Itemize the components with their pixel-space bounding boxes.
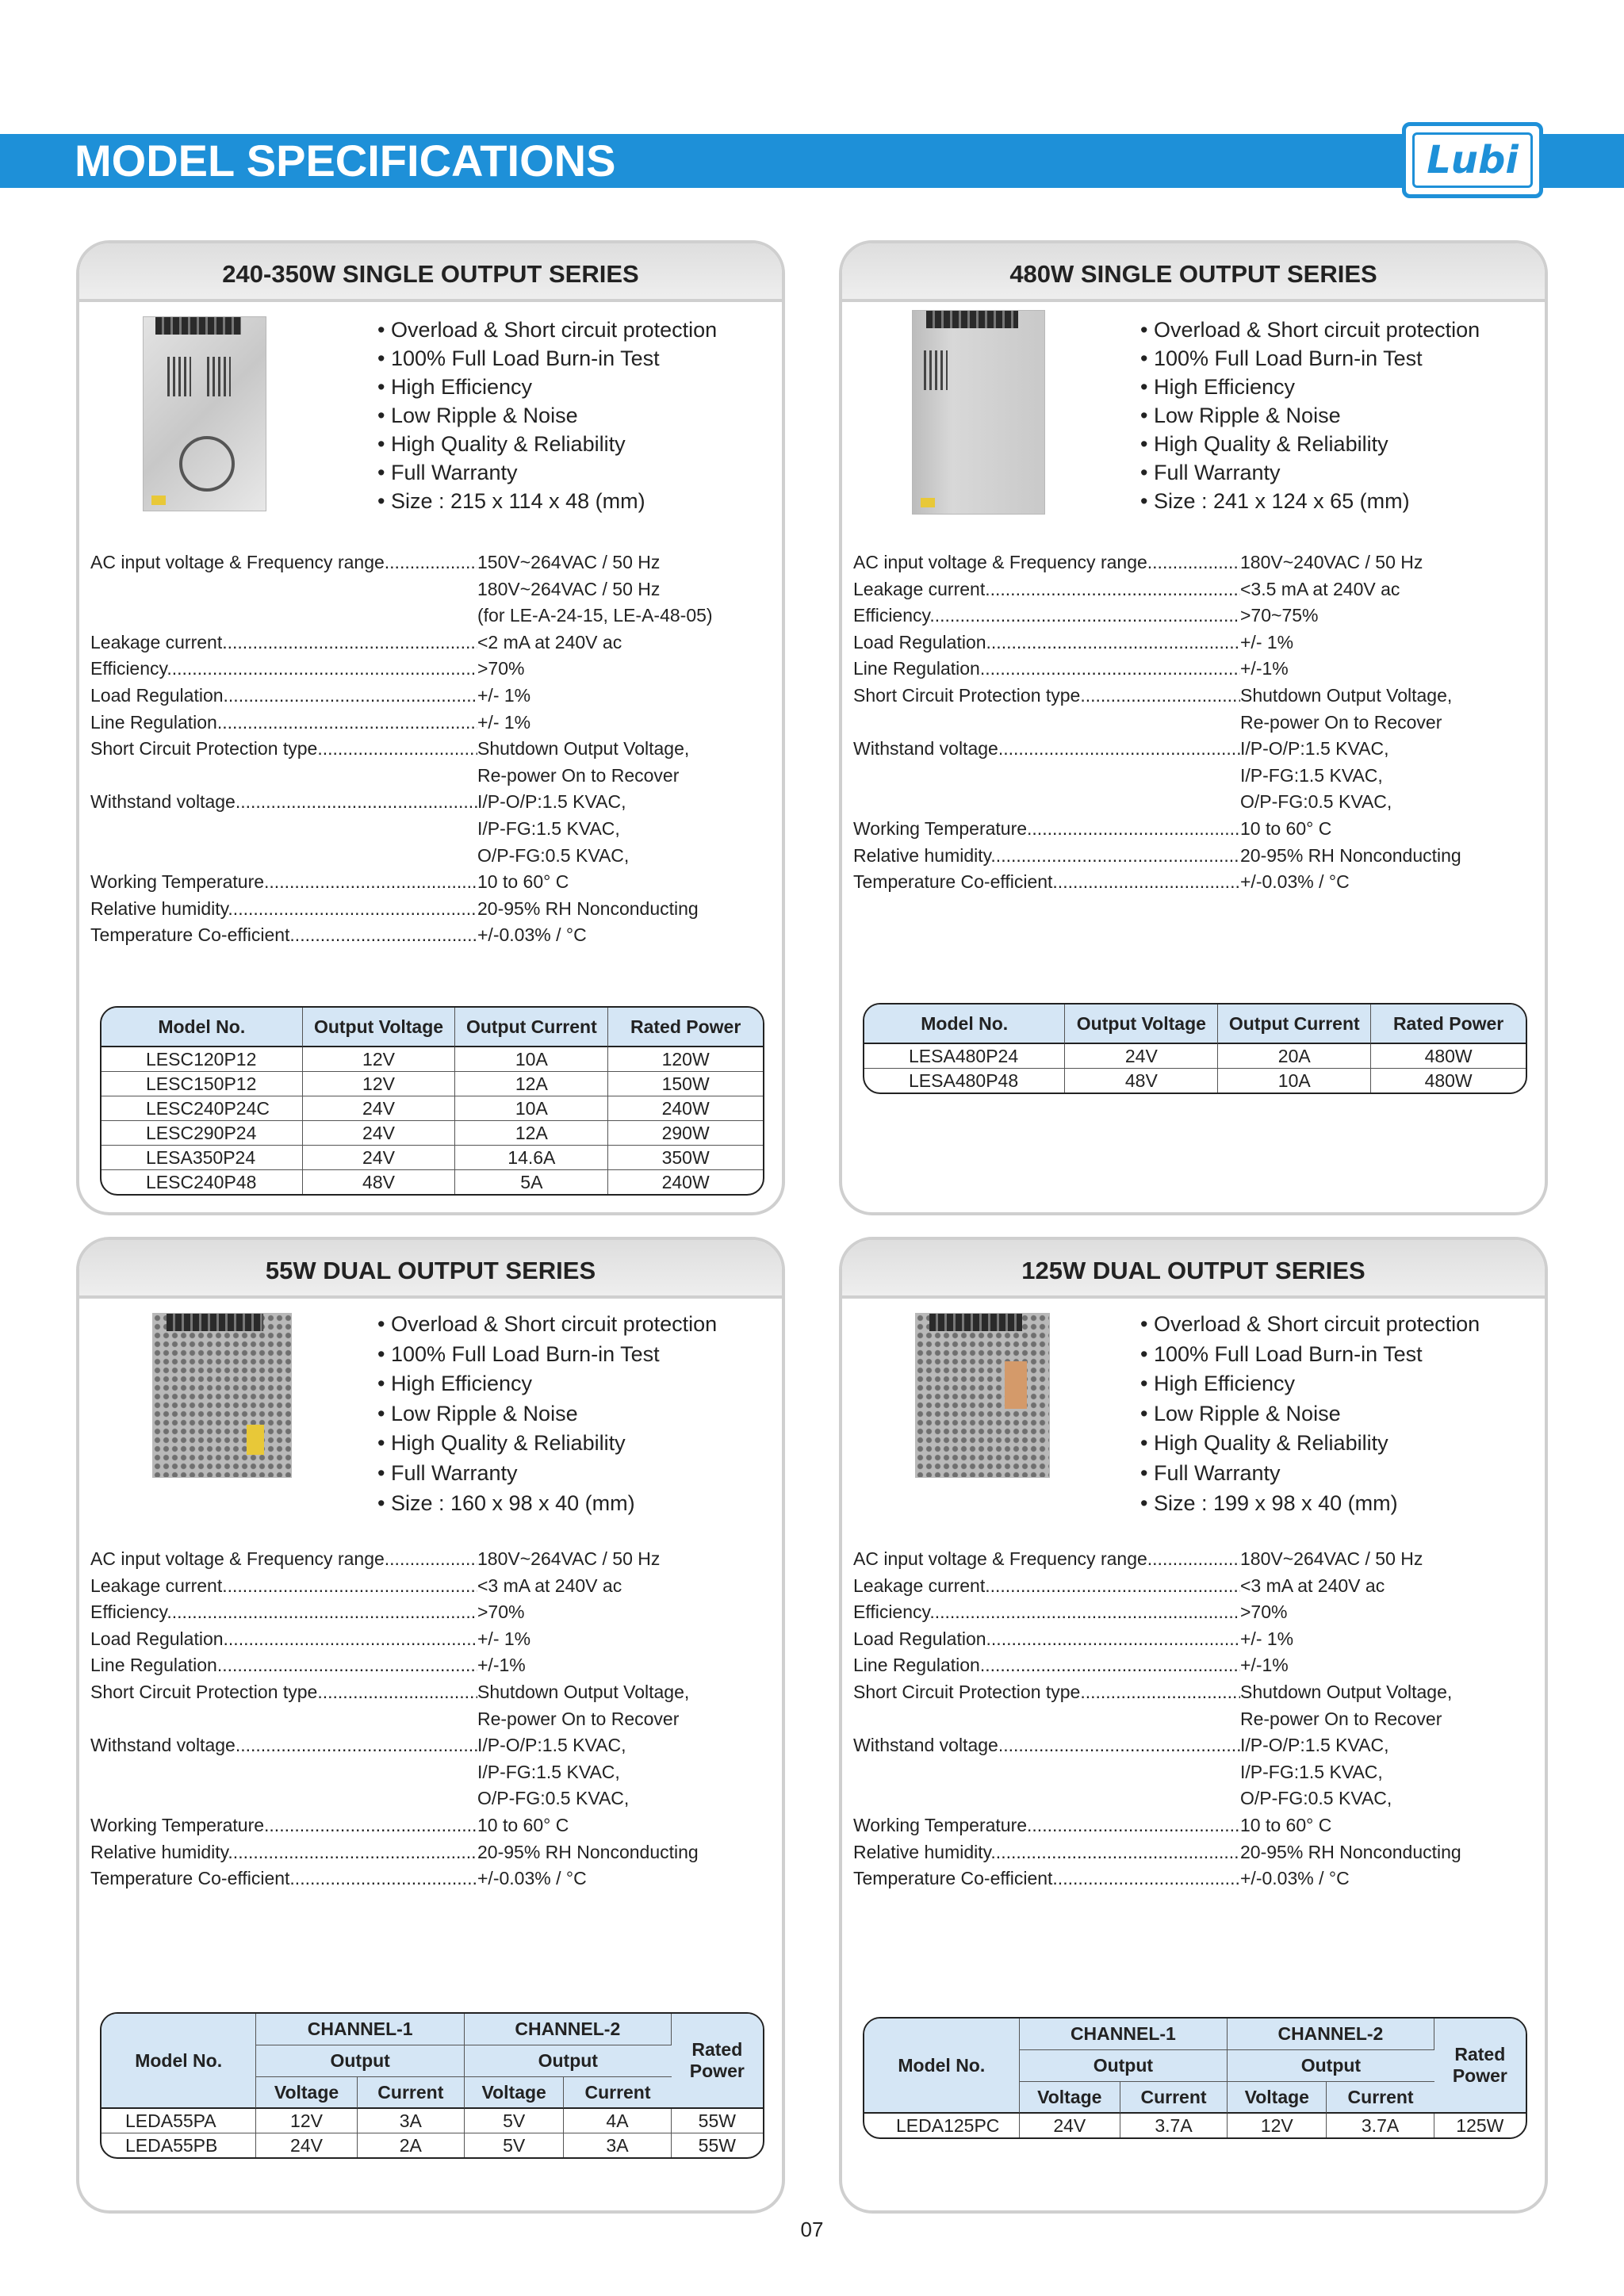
page-title: MODEL SPECIFICATIONS	[75, 136, 616, 186]
table-row	[864, 2114, 1526, 2137]
table-cell: 3A	[564, 2133, 671, 2157]
table-row	[102, 2109, 763, 2133]
spec-label: Line Regulation .....	[90, 1652, 477, 1679]
panel-480w	[839, 240, 1548, 1215]
table-cell: 5V	[465, 2109, 564, 2133]
spec-label: Leakage current .....	[90, 629, 477, 656]
lubi-logo	[1402, 122, 1543, 198]
spec-label: Working Temperature .....	[90, 869, 477, 896]
table-header: Model No.	[102, 2014, 256, 2109]
table-cell: LESA480P48	[864, 1069, 1065, 1093]
spec-label: AC input voltage & Frequency range .....	[853, 1546, 1240, 1573]
spec-list	[853, 1546, 1461, 1892]
terminal-block	[167, 1314, 263, 1331]
table-cell: 3.7A	[1327, 2114, 1434, 2137]
table-cell: 150W	[608, 1072, 763, 1096]
spec-label: Line Regulation .....	[853, 1652, 1240, 1679]
spec-value: +/- 1%	[1240, 631, 1294, 652]
table-row	[102, 1047, 763, 1072]
spec-value: +/-0.03% / °C	[1240, 871, 1350, 893]
spec-row	[853, 576, 1461, 603]
table-cell: 12V	[1228, 2114, 1327, 2137]
spec-value: 10 to 60° C	[1240, 817, 1332, 839]
spec-row	[853, 1812, 1461, 1839]
spec-value: Shutdown Output Voltage,	[477, 1681, 690, 1702]
spec-label: Working Temperature .....	[90, 1812, 477, 1839]
model-table	[100, 2012, 764, 2159]
spec-label: Short Circuit Protection type .....	[90, 1679, 477, 1732]
feature-item: • Overload & Short circuit protection	[1140, 1310, 1480, 1340]
table-cell: 55W	[672, 2109, 763, 2133]
spec-label: Line Regulation .....	[853, 656, 1240, 683]
spec-row	[90, 1732, 699, 1812]
current-header: Current	[358, 2077, 465, 2109]
feature-item: • Low Ripple & Noise	[377, 1399, 717, 1429]
warning-label	[151, 496, 166, 505]
logo-text: Lubi	[1412, 132, 1533, 188]
spec-list	[853, 549, 1461, 896]
table-cell: 12A	[455, 1072, 608, 1096]
spec-list	[90, 549, 713, 949]
spec-row	[90, 656, 713, 683]
feature-item: • Size : 199 x 98 x 40 (mm)	[1140, 1489, 1480, 1519]
spec-row	[853, 629, 1461, 656]
spec-label: Withstand voltage .....	[853, 736, 1240, 816]
spec-value: >70%	[1240, 1601, 1288, 1623]
spec-row	[90, 1626, 699, 1653]
spec-value: 10 to 60° C	[477, 871, 569, 893]
feature-item: • High Quality & Reliability	[377, 1429, 717, 1459]
spec-row	[90, 736, 713, 789]
table-cell: 5V	[465, 2133, 564, 2157]
spec-label: Relative humidity .....	[853, 843, 1240, 870]
spec-value: <3 mA at 240V ac	[1240, 1575, 1385, 1596]
table-cell: 55W	[698, 2134, 736, 2156]
spec-value: +/-1%	[477, 1655, 526, 1676]
power-supply-image	[143, 316, 266, 511]
rated-label: Rated	[1454, 2044, 1506, 2064]
power-label: Power	[1452, 2065, 1507, 2086]
output-header: Output	[1020, 2050, 1228, 2082]
spec-row	[90, 549, 713, 629]
spec-row	[853, 816, 1461, 843]
table-header: Output Current	[1218, 1004, 1371, 1044]
panel-title: 125W DUAL OUTPUT SERIES	[1021, 1257, 1365, 1284]
table-cell: 12V	[256, 2109, 357, 2133]
table-cell: 3A	[358, 2109, 465, 2133]
feature-item: • 100% Full Load Burn-in Test	[377, 344, 717, 373]
table-header: Model No.	[102, 1008, 303, 1047]
spec-value: I/P-FG:1.5 KVAC,	[477, 1761, 620, 1782]
table-cell: 240W	[661, 1171, 710, 1192]
feature-item: • 100% Full Load Burn-in Test	[377, 1340, 717, 1370]
table-cell: 12A	[455, 1121, 608, 1146]
feature-list	[1140, 1310, 1480, 1518]
panel-240-350w	[76, 240, 785, 1215]
table-cell: LESC240P48	[102, 1170, 303, 1194]
spec-row	[90, 629, 713, 656]
spec-label: Withstand voltage .....	[90, 789, 477, 869]
table-cell: 5A	[455, 1170, 608, 1194]
feature-item: • Size : 215 x 114 x 48 (mm)	[377, 487, 717, 515]
spec-label: AC input voltage & Frequency range .....	[90, 1546, 477, 1573]
table-cell: LESC120P12	[102, 1047, 303, 1072]
spec-row	[90, 922, 713, 949]
channel-header: CHANNEL-2	[465, 2014, 672, 2045]
spec-label: Working Temperature .....	[853, 816, 1240, 843]
table-cell: LESA350P24	[102, 1146, 303, 1170]
table-cell: LESC150P12	[102, 1072, 303, 1096]
table-row	[102, 2133, 763, 2157]
rated-label: Rated	[691, 2039, 743, 2060]
spec-row	[853, 603, 1461, 629]
spec-label: Relative humidity .....	[90, 896, 477, 923]
table-cell: LEDA55PA	[102, 2109, 256, 2133]
spec-label: Short Circuit Protection type .....	[853, 1679, 1240, 1732]
spec-value: +/-0.03% / °C	[477, 1868, 587, 1889]
spec-value: O/P-FG:0.5 KVAC,	[477, 1788, 630, 1809]
table-cell: 120W	[608, 1047, 763, 1072]
spec-value: 180V~264VAC / 50 Hz	[477, 1548, 661, 1569]
spec-value: <2 mA at 240V ac	[477, 631, 622, 652]
model-table	[100, 1006, 764, 1196]
feature-item: • High Quality & Reliability	[377, 430, 717, 458]
spec-label: Relative humidity .....	[90, 1839, 477, 1866]
spec-value: Re-power On to Recover	[477, 1708, 680, 1729]
table-cell: LEDA125PC	[864, 2114, 1020, 2137]
spec-value: I/P-O/P:1.5 KVAC,	[477, 791, 626, 813]
table-header: Output Voltage	[1065, 1004, 1218, 1044]
feature-item: • High Efficiency	[1140, 1369, 1480, 1399]
power-supply-image	[152, 1313, 292, 1478]
spec-value: I/P-O/P:1.5 KVAC,	[1240, 1735, 1389, 1756]
page-number: 07	[800, 2218, 824, 2241]
spec-value: I/P-FG:1.5 KVAC,	[1240, 1761, 1383, 1782]
voltage-header: Voltage	[1020, 2082, 1120, 2114]
table-cell: 12V	[303, 1047, 456, 1072]
feature-item: • Size : 241 x 124 x 65 (mm)	[1140, 487, 1480, 515]
spec-value: 10 to 60° C	[477, 1814, 569, 1835]
terminal-block	[155, 317, 241, 335]
spec-row	[853, 736, 1461, 816]
table-cell: 4A	[564, 2109, 671, 2133]
table-cell: 48V	[303, 1170, 456, 1194]
fan-icon	[179, 436, 235, 492]
spec-value: I/P-O/P:1.5 KVAC,	[477, 1735, 626, 1756]
spec-label: Short Circuit Protection type .....	[853, 683, 1240, 736]
spec-value: +/- 1%	[477, 684, 531, 706]
spec-value: +/-1%	[1240, 658, 1289, 679]
table-header: Output Voltage	[303, 1008, 456, 1047]
table-cell: 24V	[256, 2133, 357, 2157]
current-header: Current	[1120, 2082, 1228, 2114]
spec-label: Efficiency .....	[853, 603, 1240, 629]
spec-row	[90, 1573, 699, 1600]
channel-header: CHANNEL-1	[256, 2014, 465, 2045]
table-cell: 14.6A	[455, 1146, 608, 1170]
spec-label: Temperature Co-efficient .....	[853, 869, 1240, 896]
spec-label: Line Regulation .....	[90, 710, 477, 737]
table-header	[1434, 2019, 1526, 2114]
spec-row	[90, 683, 713, 710]
table-header: Rated Power	[1371, 1004, 1526, 1044]
spec-value: O/P-FG:0.5 KVAC,	[477, 844, 630, 866]
feature-item: • High Efficiency	[377, 1369, 717, 1399]
table-cell: 480W	[1371, 1044, 1526, 1069]
spec-label: Withstand voltage .....	[853, 1732, 1240, 1812]
table-cell: 290W	[608, 1121, 763, 1146]
voltage-header: Voltage	[465, 2077, 564, 2109]
spec-label: Temperature Co-efficient .....	[853, 1866, 1240, 1892]
feature-item: • Low Ripple & Noise	[1140, 401, 1480, 430]
spec-value: O/P-FG:0.5 KVAC,	[1240, 1788, 1392, 1809]
spec-label: Load Regulation .....	[853, 1626, 1240, 1653]
spec-value: Re-power On to Recover	[1240, 1708, 1442, 1729]
spec-row	[90, 1652, 699, 1679]
feature-item: • Full Warranty	[377, 458, 717, 487]
table-cell: 3.7A	[1120, 2114, 1228, 2137]
feature-item: • High Quality & Reliability	[1140, 1429, 1480, 1459]
spec-row	[90, 896, 713, 923]
spec-row	[853, 656, 1461, 683]
voltage-header: Voltage	[256, 2077, 357, 2109]
spec-value: 20-95% RH Nonconducting	[1240, 1841, 1461, 1862]
spec-value: <3 mA at 240V ac	[477, 1575, 622, 1596]
table-cell: 240W	[608, 1096, 763, 1121]
spec-value: 20-95% RH Nonconducting	[1240, 844, 1461, 866]
spec-label: AC input voltage & Frequency range .....	[90, 549, 477, 629]
spec-value: 10 to 60° C	[1240, 1814, 1332, 1835]
feature-item: • Overload & Short circuit protection	[377, 1310, 717, 1340]
spec-label: Leakage current .....	[853, 576, 1240, 603]
vent-grille	[167, 357, 191, 396]
table-row	[864, 1044, 1526, 1069]
feature-item: • Full Warranty	[377, 1459, 717, 1489]
table-header: Model No.	[864, 2019, 1020, 2114]
warning-label	[247, 1425, 264, 1455]
table-row	[102, 1072, 763, 1096]
spec-value: Shutdown Output Voltage,	[1240, 1681, 1453, 1702]
spec-value: 150V~264VAC / 50 Hz	[477, 552, 661, 572]
feature-item: • Low Ripple & Noise	[377, 401, 717, 430]
table-cell: 10A	[455, 1096, 608, 1121]
feature-item: • High Efficiency	[377, 373, 717, 401]
spec-row	[853, 1599, 1461, 1626]
spec-row	[853, 549, 1461, 576]
spec-row	[90, 1839, 699, 1866]
spec-row	[853, 683, 1461, 736]
table-row	[102, 1170, 763, 1194]
spec-label: Temperature Co-efficient .....	[90, 1866, 477, 1892]
spec-label: Short Circuit Protection type .....	[90, 736, 477, 789]
warning-label	[1005, 1361, 1027, 1409]
spec-label: Load Regulation .....	[90, 1626, 477, 1653]
table-cell: LEDA55PB	[102, 2133, 256, 2157]
spec-value: I/P-FG:1.5 KVAC,	[477, 817, 620, 839]
feature-item: • High Quality & Reliability	[1140, 430, 1480, 458]
spec-row	[90, 1679, 699, 1732]
table-cell: 350W	[608, 1146, 763, 1170]
output-header: Output	[1228, 2050, 1434, 2082]
feature-item: • Full Warranty	[1140, 458, 1480, 487]
power-label: Power	[689, 2061, 745, 2081]
spec-label: Load Regulation .....	[90, 683, 477, 710]
feature-item: • 100% Full Load Burn-in Test	[1140, 1340, 1480, 1370]
panel-55w-dual	[76, 1237, 785, 2214]
spec-label: Efficiency .....	[90, 1599, 477, 1626]
panel-title: 480W SINGLE OUTPUT SERIES	[1009, 260, 1377, 288]
feature-item: • Low Ripple & Noise	[1140, 1399, 1480, 1429]
table-cell: LESC240P24C	[102, 1096, 303, 1121]
table-cell: LESA480P24	[864, 1044, 1065, 1069]
table-cell: LESC290P24	[102, 1121, 303, 1146]
feature-list	[1140, 316, 1480, 515]
table-cell: 24V	[303, 1121, 456, 1146]
spec-value: +/- 1%	[1240, 1628, 1294, 1649]
spec-value: Shutdown Output Voltage,	[1240, 684, 1453, 706]
table-cell: 48V	[1065, 1069, 1218, 1093]
table-row	[102, 1096, 763, 1121]
table-row	[102, 1121, 763, 1146]
spec-row	[90, 710, 713, 737]
feature-item: • Size : 160 x 98 x 40 (mm)	[377, 1489, 717, 1519]
spec-list	[90, 1546, 699, 1892]
spec-value: +/-1%	[1240, 1655, 1289, 1676]
power-supply-image	[915, 1313, 1050, 1478]
table-cell: 24V	[303, 1146, 456, 1170]
voltage-header: Voltage	[1228, 2082, 1327, 2114]
vent-grille	[924, 350, 948, 390]
output-header: Output	[465, 2045, 672, 2077]
spec-value: I/P-O/P:1.5 KVAC,	[1240, 738, 1389, 760]
spec-value: Re-power On to Recover	[477, 764, 680, 786]
table-cell: 10A	[1218, 1069, 1371, 1093]
table-header: Model No.	[864, 1004, 1065, 1044]
terminal-block	[926, 311, 1018, 328]
power-supply-image	[912, 310, 1045, 515]
spec-value: (for LE-A-24-15, LE-A-48-05)	[477, 605, 713, 626]
table-cell: 10A	[455, 1047, 608, 1072]
spec-value: +/- 1%	[477, 711, 531, 733]
spec-value: +/-0.03% / °C	[477, 924, 587, 946]
spec-value: >70%	[477, 1601, 525, 1623]
spec-label: Leakage current .....	[90, 1573, 477, 1600]
table-header: Output Current	[455, 1008, 608, 1047]
feature-list	[377, 1310, 717, 1518]
table-row	[102, 1146, 763, 1170]
table-cell: 20A	[1218, 1044, 1371, 1069]
spec-row	[853, 1679, 1461, 1732]
spec-value: Shutdown Output Voltage,	[477, 738, 690, 760]
spec-row	[853, 1866, 1461, 1892]
spec-label: Relative humidity .....	[853, 1839, 1240, 1866]
spec-value: 20-95% RH Nonconducting	[477, 897, 699, 919]
channel-header: CHANNEL-1	[1020, 2019, 1228, 2050]
panel-title: 55W DUAL OUTPUT SERIES	[265, 1257, 596, 1284]
spec-row	[90, 1866, 699, 1892]
spec-value: 180V~264VAC / 50 Hz	[477, 578, 661, 599]
table-cell: 2A	[358, 2133, 465, 2157]
spec-value: +/- 1%	[477, 1628, 531, 1649]
table-cell: 480W	[1424, 1070, 1473, 1091]
spec-row	[853, 1626, 1461, 1653]
table-cell: 24V	[303, 1096, 456, 1121]
spec-value: >70%	[477, 658, 525, 679]
feature-item: • Full Warranty	[1140, 1459, 1480, 1489]
feature-item: • 100% Full Load Burn-in Test	[1140, 344, 1480, 373]
table-cell: 125W	[1456, 2114, 1504, 2136]
spec-value: O/P-FG:0.5 KVAC,	[1240, 791, 1392, 813]
current-header: Current	[1327, 2082, 1434, 2114]
spec-value: +/-0.03% / °C	[1240, 1868, 1350, 1889]
spec-row	[90, 789, 713, 869]
table-cell: 12V	[303, 1072, 456, 1096]
spec-value: 180V~240VAC / 50 Hz	[1240, 552, 1423, 572]
table-cell: 24V	[1065, 1044, 1218, 1069]
spec-label: Efficiency .....	[90, 656, 477, 683]
spec-row	[90, 1546, 699, 1573]
spec-row	[90, 1812, 699, 1839]
feature-item: • High Efficiency	[1140, 373, 1480, 401]
channel-header: CHANNEL-2	[1228, 2019, 1434, 2050]
feature-item: • Overload & Short circuit protection	[1140, 316, 1480, 344]
table-header: Rated Power	[608, 1008, 763, 1047]
table-header	[672, 2014, 763, 2109]
spec-row	[853, 1652, 1461, 1679]
spec-row	[853, 1732, 1461, 1812]
output-header: Output	[256, 2045, 465, 2077]
warning-label	[921, 498, 935, 507]
spec-label: Load Regulation .....	[853, 629, 1240, 656]
spec-label: AC input voltage & Frequency range .....	[853, 549, 1240, 576]
panel-title: 240-350W SINGLE OUTPUT SERIES	[222, 260, 639, 288]
spec-label: Working Temperature .....	[853, 1812, 1240, 1839]
model-table	[863, 2017, 1527, 2139]
table-row	[864, 1069, 1526, 1093]
spec-value: 20-95% RH Nonconducting	[477, 1841, 699, 1862]
table-cell: 24V	[1020, 2114, 1120, 2137]
feature-list	[377, 316, 717, 515]
spec-row	[853, 869, 1461, 896]
spec-row	[853, 843, 1461, 870]
spec-label: Withstand voltage .....	[90, 1732, 477, 1812]
spec-row	[90, 1599, 699, 1626]
panel-125w-dual	[839, 1237, 1548, 2214]
vent-grille	[207, 357, 231, 396]
spec-row	[90, 869, 713, 896]
spec-row	[853, 1573, 1461, 1600]
spec-row	[853, 1546, 1461, 1573]
spec-row	[853, 1839, 1461, 1866]
spec-value: Re-power On to Recover	[1240, 711, 1442, 733]
spec-value: 180V~264VAC / 50 Hz	[1240, 1548, 1423, 1569]
spec-label: Efficiency .....	[853, 1599, 1240, 1626]
feature-item: • Overload & Short circuit protection	[377, 316, 717, 344]
model-table	[863, 1003, 1527, 1094]
spec-value: <3.5 mA at 240V ac	[1240, 578, 1400, 599]
current-header: Current	[564, 2077, 671, 2109]
spec-label: Temperature Co-efficient .....	[90, 922, 477, 949]
spec-value: I/P-FG:1.5 KVAC,	[1240, 764, 1383, 786]
spec-value: >70~75%	[1240, 605, 1319, 626]
spec-label: Leakage current .....	[853, 1573, 1240, 1600]
terminal-block	[929, 1314, 1023, 1331]
